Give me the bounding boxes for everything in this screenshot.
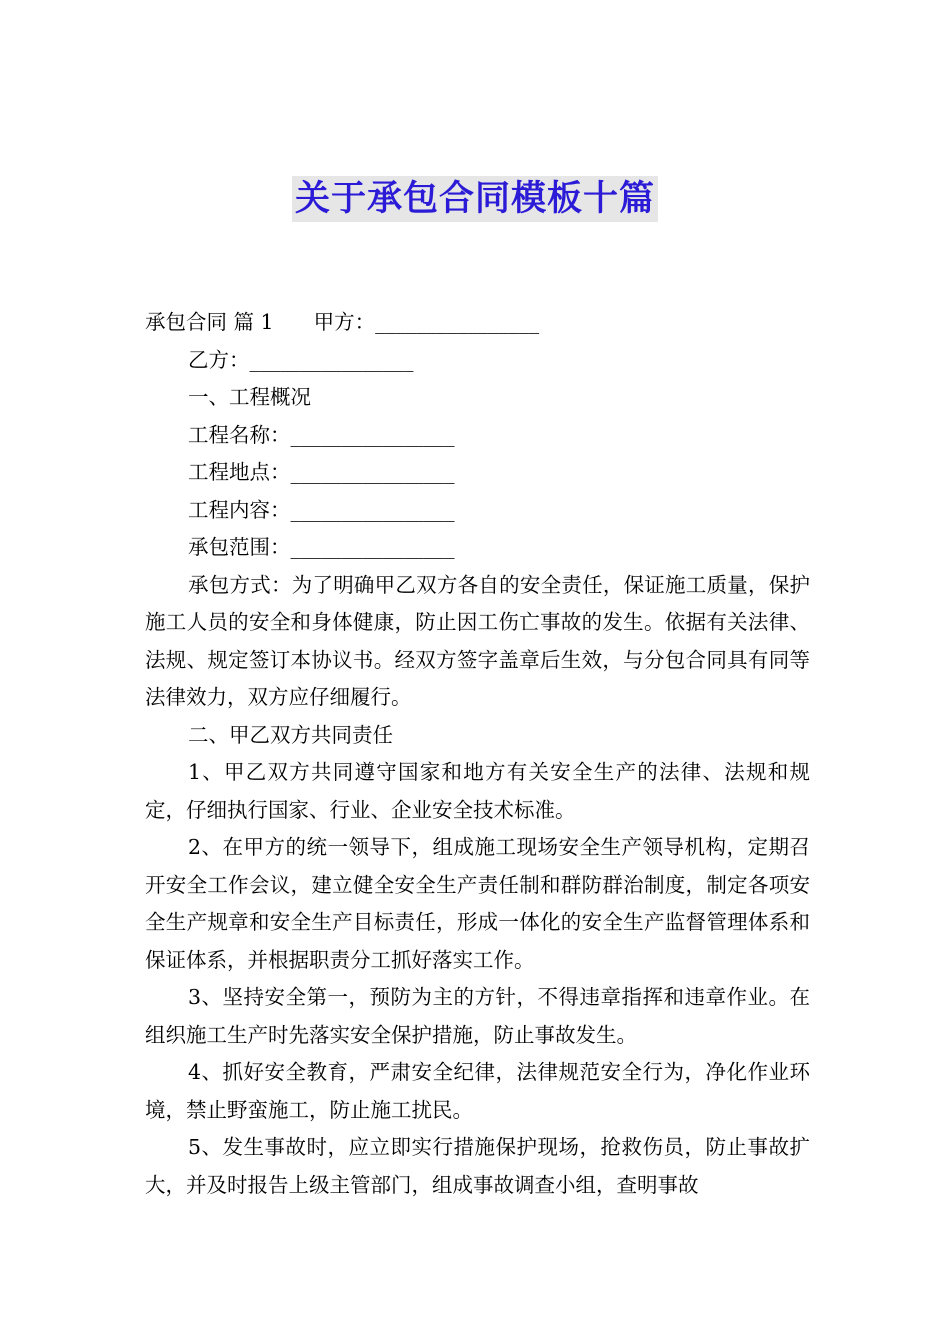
responsibility-item-2: 2、在甲方的统一领导下，组成施工现场安全生产领导机构，定期召开安全工作会议，建立健全安全生产责任制和群防群治制度，制定各项安全生产规章和安全生产目标责任，形成一体化的安全生产监督管理体系和保证体系，并根据职责分工抓好落实工作。 — [145, 835, 810, 972]
responsibility-item-3: 3、坚持安全第一，预防为主的方针，不得违章指挥和违章作业。在组织施工生产时先落实安全保护措施，防止事故发生。 — [145, 985, 810, 1047]
project-content-field: 工程内容：________________ — [188, 497, 455, 522]
party-a-field: 甲方：________________ — [313, 310, 540, 334]
section1-heading: 一、工程概况 — [188, 385, 311, 409]
responsibility-item-5: 5、发生事故时，应立即实行措施保护现场，抢救伤员，防止事故扩大，并及时报告上级主管部门，组成事故调查小组，查明事故 — [145, 1135, 810, 1197]
title-container — [0, 176, 950, 222]
project-name-field: 工程名称：________________ — [188, 422, 455, 447]
section2-heading: 二、甲乙双方共同责任 — [188, 722, 393, 747]
contract-scope-field: 承包范围：________________ — [188, 535, 455, 559]
header-line — [145, 304, 810, 342]
responsibility-item-1: 1、甲乙双方共同遵守国家和地方有关安全生产的法律、法规和规定，仔细执行国家、行业、企业安全技术标准。 — [145, 760, 810, 822]
contract-method-paragraph: 承包方式：为了明确甲乙双方各自的安全责任，保证施工质量，保护施工人员的安全和身体健康，防止因工伤亡事故的发生。依据有关法律、法规、规定签订本协议书。经双方签字盖章后生效，与分包合同具有同等法律效力，双方应仔细履行。 — [145, 572, 810, 709]
document-body — [145, 304, 810, 1204]
section-label: 承包合同 篇 1 — [145, 310, 274, 334]
project-location-field: 工程地点：________________ — [188, 460, 455, 484]
document-title: 关于承包合同模板十篇 — [292, 176, 658, 222]
party-b-field: 乙方：________________ — [188, 347, 414, 372]
responsibility-item-4: 4、抓好安全教育，严肃安全纪律，法律规范安全行为，净化作业环境，禁止野蛮施工，防止施工扰民。 — [145, 1060, 810, 1122]
